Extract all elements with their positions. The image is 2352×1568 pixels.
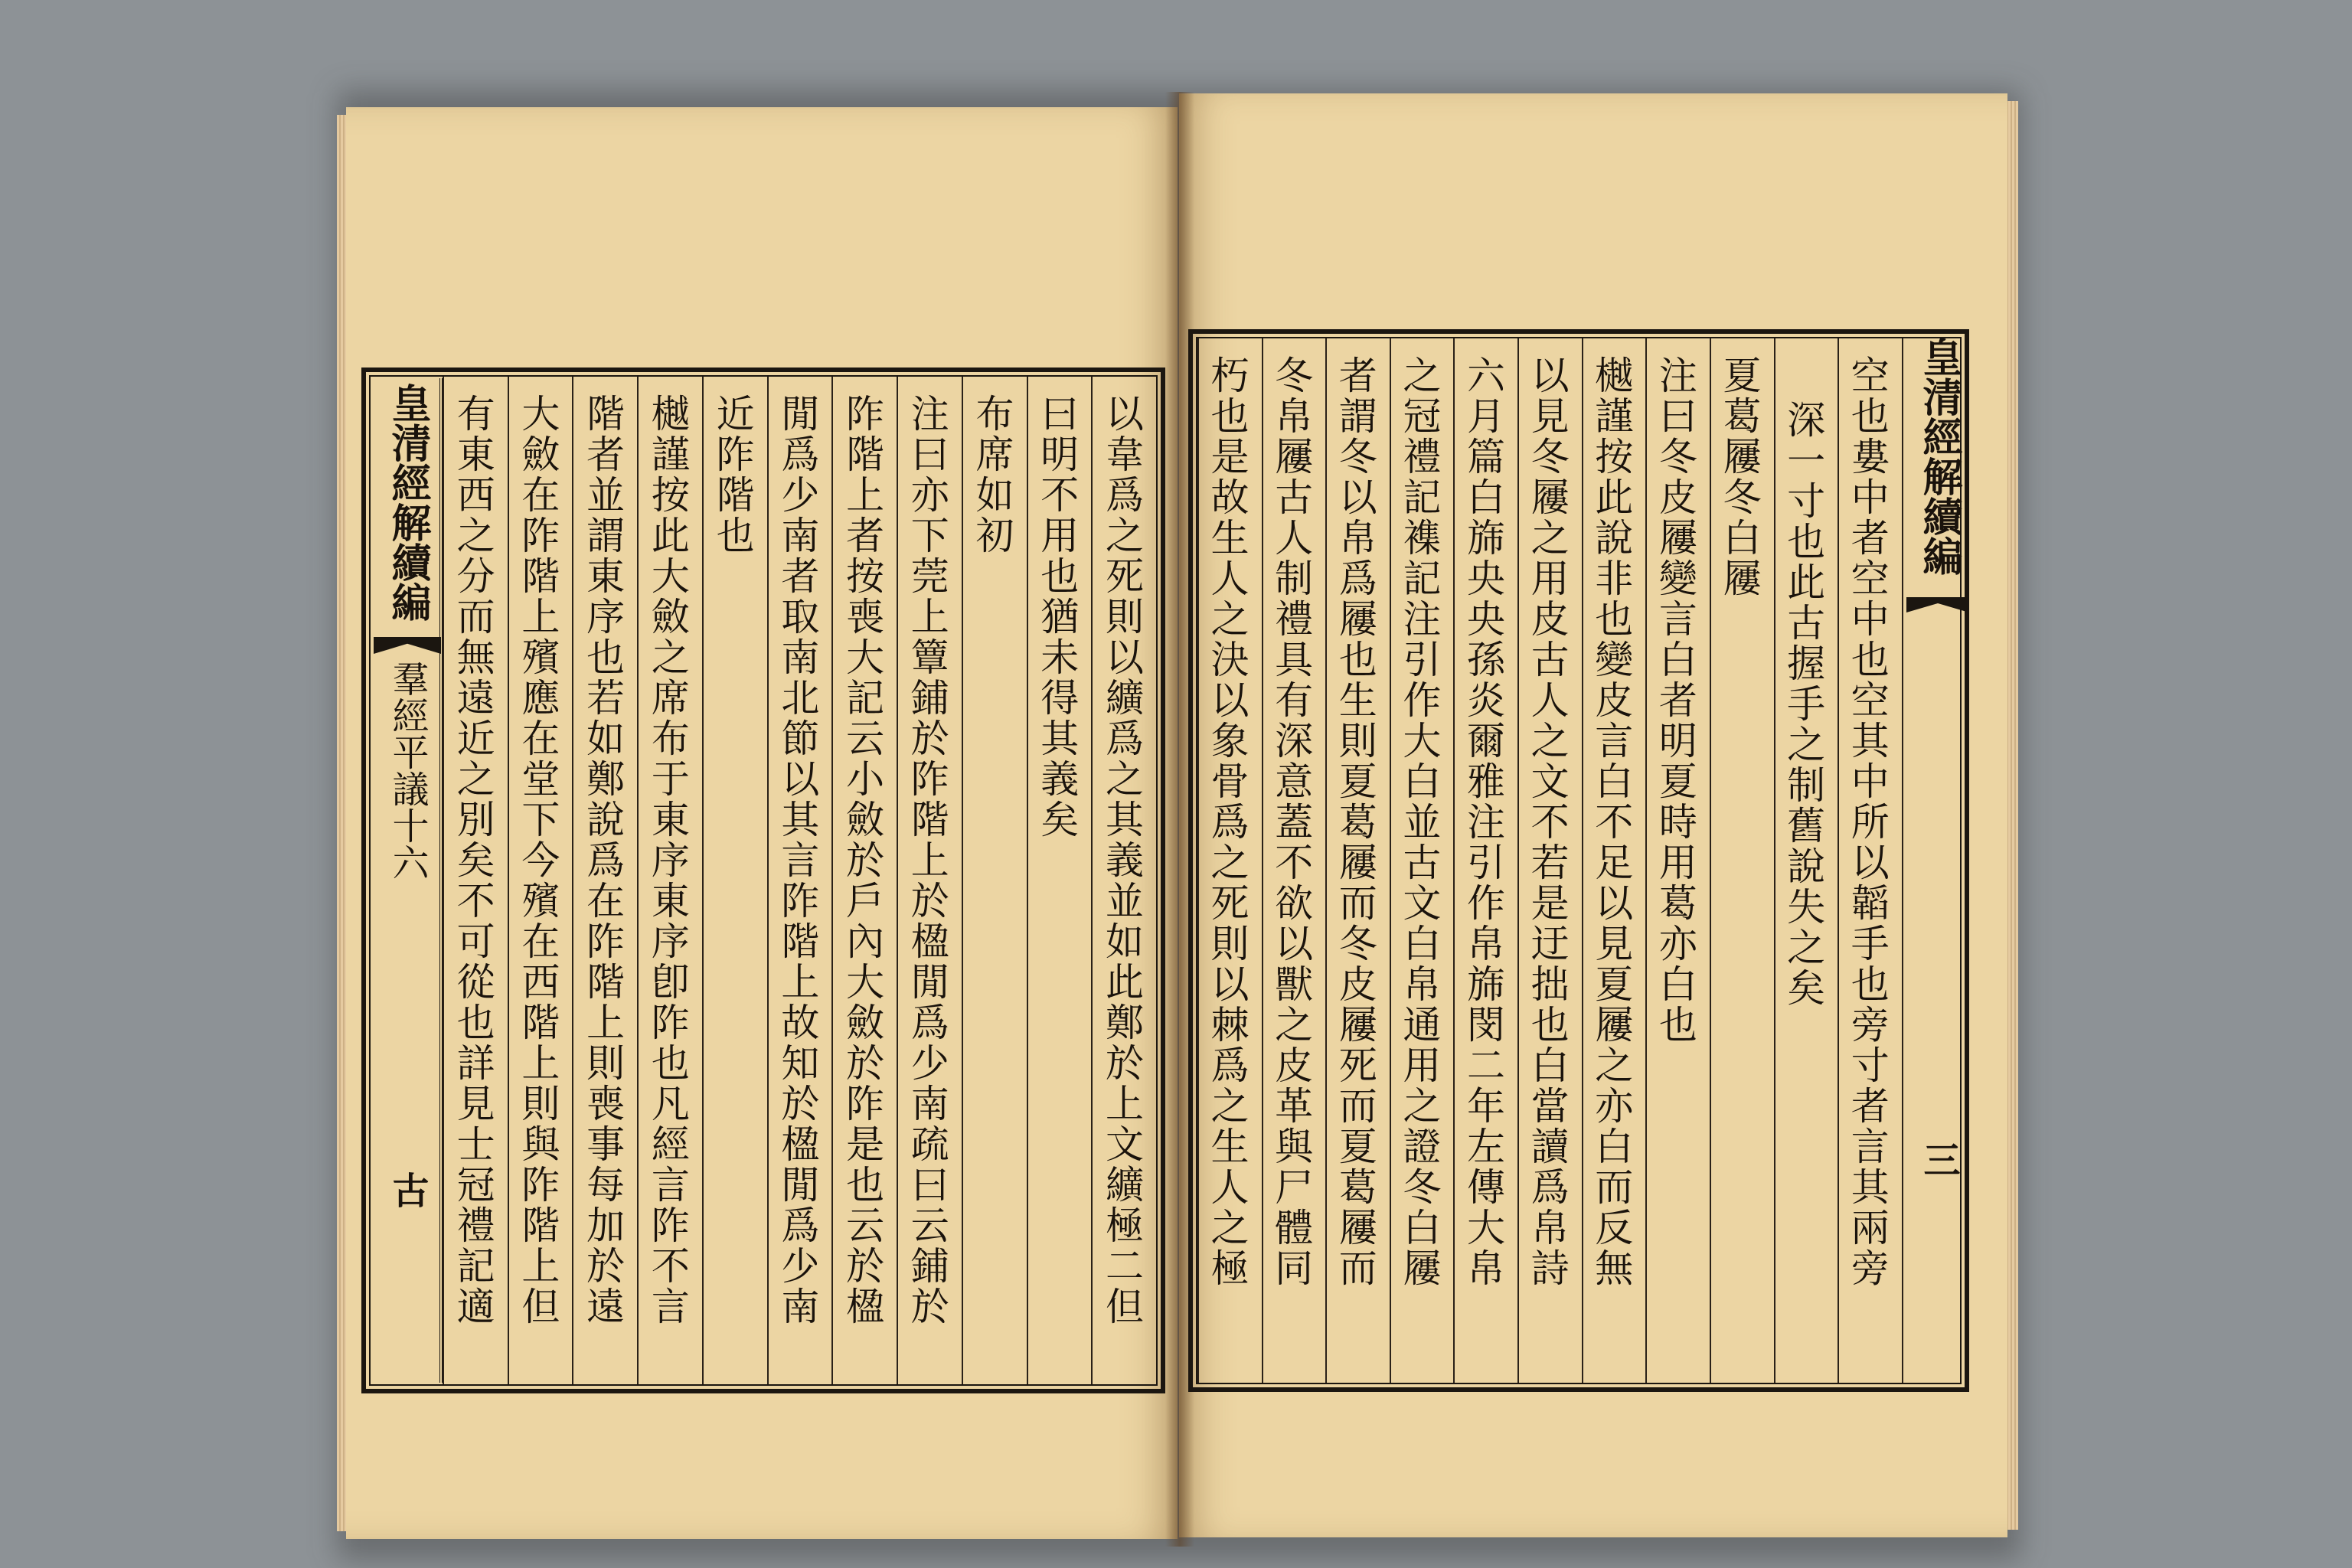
text-column: 之冠禮記襍記注引作大白並古文白帛通用之證冬白屨 (1390, 338, 1454, 1383)
text-column: 者謂冬以帛爲屨也生則夏葛屨而冬皮屨死而夏葛屨而 (1325, 338, 1390, 1383)
right-page-text-columns (1197, 338, 1960, 1383)
left-margin-subtitle: 羣經平議十六 (386, 660, 429, 880)
left-margin-page-number: 古 (386, 1171, 429, 1208)
text-column: 注曰冬皮屨變言白者明夏時用葛亦白也 (1645, 338, 1710, 1383)
text-column: 閒爲少南者取南北節以其言阼階上故知於楹閒爲少南 (767, 377, 832, 1384)
text-column: 階者並謂東序也若如鄭說爲在阼階上則喪事每加於遠 (572, 377, 637, 1384)
text-column-heading: 布席如初 (962, 377, 1027, 1384)
text-column: 曰明不用也猶未得其義矣 (1027, 377, 1092, 1384)
right-page-number: 三 (1917, 1141, 1960, 1178)
text-column: 大斂在阼階上殯應在堂下今殯在西階上則與阼階上但 (508, 377, 573, 1384)
text-column-heading: 夏葛屨冬白屨 (1710, 338, 1774, 1383)
text-column: 冬帛屨古人制禮具有深意蓋不欲以獸之皮革與尸體同 (1262, 338, 1326, 1383)
text-column: 深一寸也此古握手之制舊說失之矣 (1774, 338, 1838, 1383)
text-column: 注曰亦下莞上簟鋪於阼階上於楹閒爲少南疏曰云鋪於 (897, 377, 962, 1384)
text-column: 有東西之分而無遠近之別矣不可從也詳見士冠禮記適 (443, 377, 508, 1384)
text-column: 阼階上者按喪大記云小斂於戶內大斂於阼是也云於楹 (831, 377, 897, 1384)
text-column: 樾謹按此大斂之席布于東序東序卽阼也凡經言阼不言 (637, 377, 702, 1384)
right-header-title: 皇清經解續編 (1916, 337, 1962, 576)
text-column: 六月篇白旆央央孫炎爾雅注引作帛旆閔二年左傳大帛 (1453, 338, 1517, 1383)
text-column: 樾謹按此說非也變皮言白不足以見夏屨之亦白而反無 (1582, 338, 1646, 1383)
text-column: 以見冬屨之用皮古人之文不若是迂拙也白當讀爲帛詩 (1517, 338, 1582, 1383)
text-column: 朽也是故生人之決以象骨爲之死則以棘爲之生人之極 (1197, 338, 1262, 1383)
text-column: 以韋爲之死則以纊爲之其義並如此鄭於上文纊極二但 (1091, 377, 1156, 1384)
left-margin-title: 皇清經解續編 (384, 383, 431, 622)
text-column: 空也婁中者空中也空其中所以韜手也旁寸者言其兩旁 (1838, 338, 1902, 1383)
left-page-text-columns (443, 377, 1156, 1384)
text-column: 近阼階也 (702, 377, 767, 1384)
